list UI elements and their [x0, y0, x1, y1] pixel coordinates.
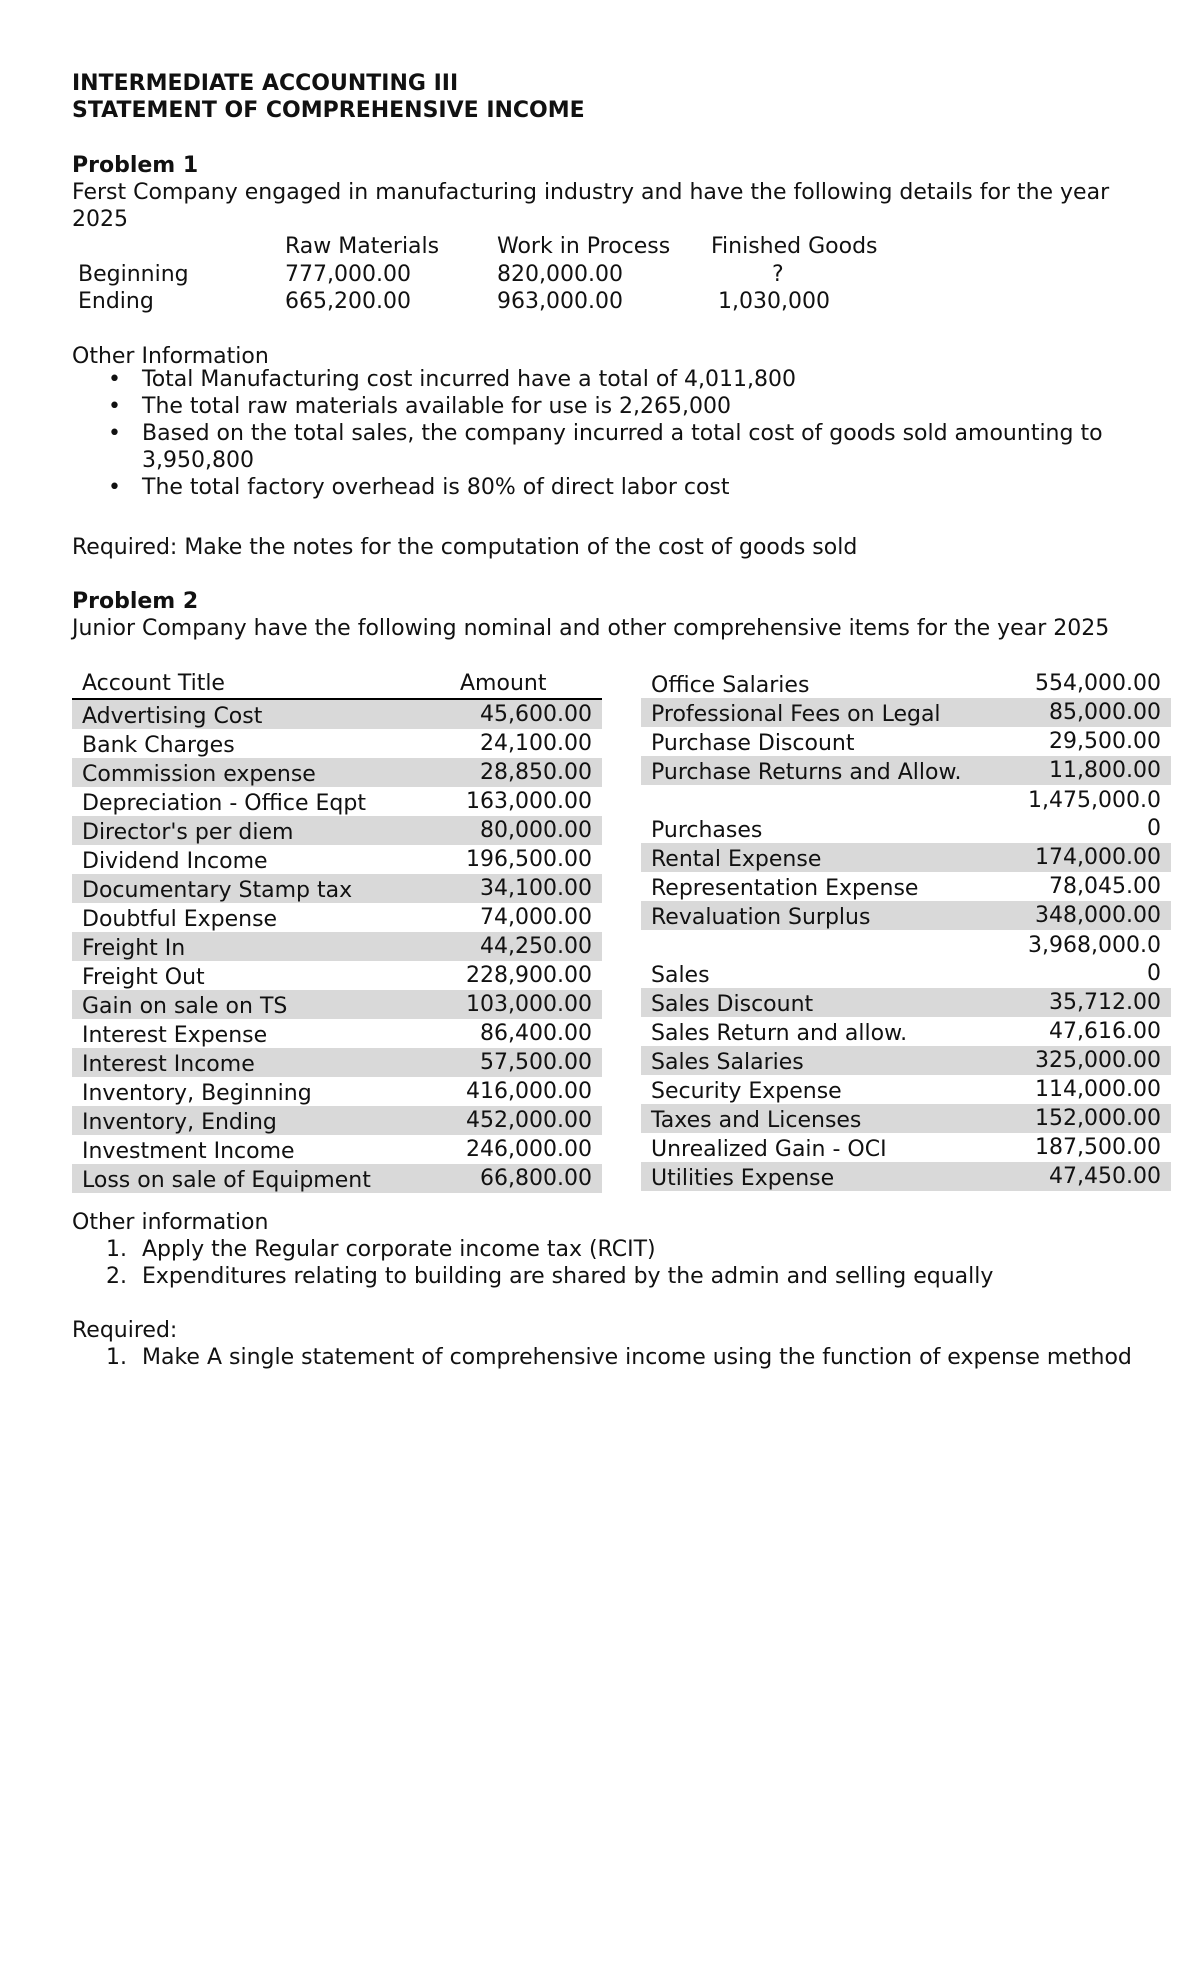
problem1-required: Required: Make the notes for the computation of the cost of goods sold	[72, 535, 858, 560]
col-finished-goods: Finished Goods	[711, 234, 878, 259]
table-row	[641, 901, 1171, 930]
amount-cell-line2: 0	[1147, 961, 1161, 986]
amount-cell: 47,450.00	[1049, 1164, 1161, 1189]
problem2-title: Problem 2	[72, 589, 199, 614]
numbered-item: 2. Expenditures relating to building are shared by the admin and selling equally	[106, 1264, 994, 1289]
account-title-header: Account Title	[82, 671, 225, 696]
table-row	[72, 1135, 602, 1164]
table-row	[641, 1104, 1171, 1133]
bullet-dot-icon: •	[108, 421, 121, 446]
right-account-table	[641, 669, 1171, 1191]
bullet-dot-icon: •	[108, 394, 121, 419]
amount-cell: 11,800.00	[1049, 758, 1161, 783]
table-row	[72, 903, 602, 932]
beginning-work-in-process: 820,000.00	[497, 262, 623, 287]
account-title-cell: Security Expense	[651, 1079, 842, 1104]
amount-cell: 554,000.00	[1035, 671, 1161, 696]
table-row	[641, 1133, 1171, 1162]
account-title-cell: Sales	[651, 963, 710, 988]
account-title-cell: Sales Discount	[651, 992, 814, 1017]
amount-cell: 348,000.00	[1035, 903, 1161, 928]
numbered-item: 1. Make A single statement of comprehensive income using the function of expense method	[106, 1345, 1132, 1370]
amount-cell: 325,000.00	[1035, 1048, 1161, 1073]
problem2-other-info-title: Other information	[72, 1210, 269, 1235]
amount-cell: 152,000.00	[1035, 1106, 1161, 1131]
amount-cell: 452,000.00	[466, 1108, 592, 1133]
account-title-cell: Commission expense	[82, 762, 316, 787]
table-row	[72, 1164, 602, 1193]
amount-cell: 74,000.00	[480, 905, 592, 930]
amount-cell: 44,250.00	[480, 934, 592, 959]
account-title-cell: Director's per diem	[82, 820, 294, 845]
account-title-cell: Advertising Cost	[82, 704, 263, 729]
table-row	[641, 698, 1171, 727]
table-row	[72, 845, 602, 874]
amount-cell: 228,900.00	[466, 963, 592, 988]
amount-cell: 35,712.00	[1049, 990, 1161, 1015]
account-title-cell: Gain on sale on TS	[82, 994, 288, 1019]
table-row	[72, 1077, 602, 1106]
col-raw-materials: Raw Materials	[285, 234, 440, 259]
table-row	[641, 1162, 1171, 1191]
account-title-cell: Sales Return and allow.	[651, 1021, 908, 1046]
table-row	[641, 843, 1171, 872]
left-table-header	[72, 669, 602, 700]
table-row	[641, 727, 1171, 756]
table-row	[641, 756, 1171, 785]
amount-cell: 85,000.00	[1049, 700, 1161, 725]
problem1-bullet-list	[72, 366, 1132, 501]
problem2-required-list	[72, 1344, 1132, 1371]
amount-cell: 34,100.00	[480, 876, 592, 901]
account-title-cell: Purchases	[651, 818, 763, 843]
table-row	[641, 1075, 1171, 1104]
amount-cell: 24,100.00	[480, 731, 592, 756]
amount-cell: 29,500.00	[1049, 729, 1161, 754]
ending-work-in-process: 963,000.00	[497, 289, 623, 314]
account-title-cell: Depreciation - Office Eqpt	[82, 791, 366, 816]
topic-title: STATEMENT OF COMPREHENSIVE INCOME	[72, 98, 585, 123]
amount-header: Amount	[460, 671, 547, 696]
amount-cell: 86,400.00	[480, 1021, 592, 1046]
amount-cell: 174,000.00	[1035, 845, 1161, 870]
account-title-cell: Revaluation Surplus	[651, 905, 871, 930]
table-row	[641, 669, 1171, 698]
row-ending-label: Ending	[78, 289, 154, 314]
amount-cell: 187,500.00	[1035, 1135, 1161, 1160]
amount-cell: 163,000.00	[466, 789, 592, 814]
account-title-cell: Inventory, Ending	[82, 1110, 277, 1135]
course-title: INTERMEDIATE ACCOUNTING III	[72, 71, 459, 96]
table-row	[641, 1017, 1171, 1046]
table-row	[641, 872, 1171, 901]
row-beginning-label: Beginning	[78, 262, 189, 287]
account-title-cell: Professional Fees on Legal	[651, 702, 941, 727]
amount-cell: 28,850.00	[480, 760, 592, 785]
beginning-finished-goods: ?	[772, 262, 784, 287]
bullet-dot-icon: •	[108, 475, 121, 500]
table-row	[72, 1106, 602, 1135]
bullet-dot-icon: •	[108, 367, 121, 392]
table-row	[72, 758, 602, 787]
problem1-other-info-title: Other Information	[72, 344, 269, 369]
table-row	[641, 930, 1171, 988]
bullet-item: • The total factory overhead is 80% of direct labor cost	[108, 475, 730, 500]
account-title-cell: Utilities Expense	[651, 1166, 835, 1191]
account-title-cell: Rental Expense	[651, 847, 822, 872]
account-title-cell: Unrealized Gain - OCI	[651, 1137, 887, 1162]
amount-cell-line1: 1,475,000.0	[1028, 788, 1161, 813]
table-row	[72, 1048, 602, 1077]
problem1-intro-line2: 2025	[72, 207, 128, 232]
amount-cell: 47,616.00	[1049, 1019, 1161, 1044]
bullet-item: • Based on the total sales, the company incurred a total cost of goods sold amounting to 3,950,800	[108, 421, 1103, 473]
account-title-cell: Office Salaries	[651, 673, 810, 698]
amount-cell: 246,000.00	[466, 1137, 592, 1162]
amount-cell	[1028, 787, 1161, 843]
table-row	[641, 785, 1171, 843]
account-title-cell: Freight Out	[82, 965, 205, 990]
amount-cell-line1: 3,968,000.0	[1028, 933, 1161, 958]
problem1-title: Problem 1	[72, 153, 199, 178]
table-row	[72, 816, 602, 845]
table-row	[72, 990, 602, 1019]
table-row	[72, 874, 602, 903]
amount-cell: 416,000.00	[466, 1079, 592, 1104]
account-title-cell: Doubtful Expense	[82, 907, 278, 932]
account-title-cell: Interest Expense	[82, 1023, 268, 1048]
account-title-cell: Sales Salaries	[651, 1050, 804, 1075]
bullet-item: • Total Manufacturing cost incurred have a total of 4,011,800	[108, 367, 797, 392]
numbered-item: 1. Apply the Regular corporate income tax (RCIT)	[106, 1237, 656, 1262]
ending-finished-goods: 1,030,000	[718, 289, 830, 314]
account-title-cell: Purchase Discount	[651, 731, 855, 756]
account-title-cell: Investment Income	[82, 1139, 295, 1164]
amount-cell: 80,000.00	[480, 818, 592, 843]
account-title-cell: Documentary Stamp tax	[82, 878, 353, 903]
account-title-cell: Bank Charges	[82, 733, 235, 758]
col-work-in-process: Work in Process	[497, 234, 671, 259]
account-title-cell: Taxes and Licenses	[651, 1108, 862, 1133]
account-title-cell: Loss on sale of Equipment	[82, 1168, 371, 1193]
left-table-body	[72, 700, 602, 1193]
amount-cell: 66,800.00	[480, 1166, 592, 1191]
amount-cell: 196,500.00	[466, 847, 592, 872]
amount-cell	[1028, 932, 1161, 988]
table-row	[72, 932, 602, 961]
account-title-cell: Freight In	[82, 936, 186, 961]
amount-cell: 45,600.00	[480, 702, 592, 727]
table-row	[72, 787, 602, 816]
problem2-other-info-list	[72, 1236, 993, 1290]
account-title-cell: Interest Income	[82, 1052, 255, 1077]
table-row	[72, 700, 602, 729]
ending-raw-materials: 665,200.00	[285, 289, 411, 314]
amount-cell: 103,000.00	[466, 992, 592, 1017]
beginning-raw-materials: 777,000.00	[285, 262, 411, 287]
amount-cell: 57,500.00	[480, 1050, 592, 1075]
problem2-intro: Junior Company have the following nominal and other comprehensive items for the year 2025	[72, 616, 1110, 641]
amount-cell: 78,045.00	[1049, 874, 1161, 899]
bullet-item: • The total raw materials available for use is 2,265,000	[108, 394, 732, 419]
account-title-cell: Inventory, Beginning	[82, 1081, 312, 1106]
left-account-table	[72, 669, 602, 1193]
problem1-intro-line1: Ferst Company engaged in manufacturing industry and have the following details for the year	[72, 180, 1110, 205]
account-title-cell: Dividend Income	[82, 849, 268, 874]
account-title-cell: Representation Expense	[651, 876, 919, 901]
right-table-body	[641, 669, 1171, 1191]
amount-cell-line2: 0	[1147, 816, 1161, 841]
table-row	[641, 1046, 1171, 1075]
amount-cell: 114,000.00	[1035, 1077, 1161, 1102]
table-row	[72, 729, 602, 758]
table-row	[72, 961, 602, 990]
table-row	[72, 1019, 602, 1048]
problem2-required-title: Required:	[72, 1318, 178, 1343]
account-title-cell: Purchase Returns and Allow.	[651, 760, 962, 785]
table-row	[641, 988, 1171, 1017]
